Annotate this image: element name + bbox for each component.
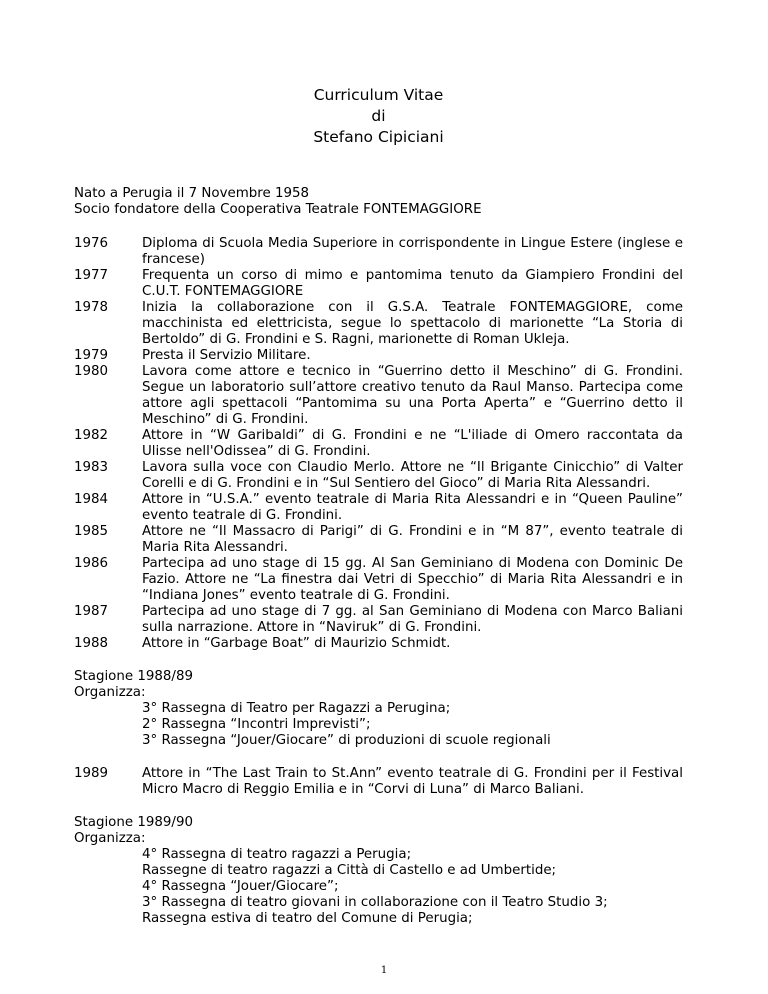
entry-text: Frequenta un corso di mimo e pantomima tenuto da Giampiero Frondini del C.U.T. FONTEMAGGIORE bbox=[142, 268, 683, 299]
entry-year: 1982 bbox=[74, 428, 109, 443]
timeline-entry bbox=[74, 428, 683, 460]
timeline-entry bbox=[74, 556, 683, 604]
season-item: 3° Rassegna di Teatro per Ragazzi a Perugina; bbox=[142, 701, 451, 716]
birth-info: Nato a Perugia il 7 Novembre 1958 bbox=[74, 186, 310, 201]
entry-year: 1986 bbox=[74, 556, 109, 571]
season-label: Stagione 1989/90 bbox=[74, 815, 193, 830]
spacer bbox=[74, 749, 683, 766]
timeline-entry bbox=[74, 492, 683, 524]
season-item: 4° Rassegna di teatro ragazzi a Perugia; bbox=[142, 847, 412, 862]
entry-year: 1985 bbox=[74, 524, 109, 539]
timeline-entry bbox=[74, 460, 683, 492]
entry-text: Attore in “U.S.A.” evento teatrale di Maria Rita Alessandri e in “Queen Pauline” evento teatrale di G. Frondini. bbox=[142, 492, 683, 523]
timeline-entry bbox=[74, 348, 683, 364]
entry-text: Attore ne “Il Massacro di Parigi” di G. Frondini e in “M 87”, evento teatrale di Maria Rita Alessandri. bbox=[142, 524, 683, 555]
timeline-entry bbox=[74, 300, 683, 348]
season-item: 2° Rassegna “Incontri Imprevisti”; bbox=[142, 717, 371, 732]
entry-year: 1988 bbox=[74, 636, 109, 651]
season-list bbox=[74, 847, 683, 927]
organizza-label: Organizza: bbox=[74, 831, 146, 846]
timeline-entry bbox=[74, 364, 683, 428]
entry-text: Attore in “W Garibaldi” di G. Frondini e ne “L'iliade di Omero raccontata da Ulisse nell'Odissea” di G. Frondini. bbox=[142, 428, 683, 459]
title-line-3: Stefano Cipiciani bbox=[313, 128, 444, 146]
organizza-label: Organizza: bbox=[74, 685, 146, 700]
entry-text: Lavora sulla voce con Claudio Merlo. Attore ne “Il Brigante Cinicchio” di Valter Corelli e di G. Frondini e in “Sul Sentiero del Gioco” di Maria Rita Alessandri. bbox=[142, 460, 683, 491]
season-item: 3° Rassegna di teatro giovani in collaborazione con il Teatro Studio 3; bbox=[142, 895, 608, 910]
page-number: 1 bbox=[380, 965, 388, 976]
entry-text: Attore in “The Last Train to St.Ann” evento teatrale di G. Frondini per il Festival Micro Macro di Reggio Emilia e in “Corvi di Luna” di Marco Baliani. bbox=[142, 766, 683, 797]
entry-text: Diploma di Scuola Media Superiore in corrispondente in Lingue Estere (inglese e francese) bbox=[142, 236, 683, 267]
entry-year: 1984 bbox=[74, 492, 109, 507]
timeline bbox=[74, 236, 683, 652]
intro-section bbox=[74, 186, 683, 218]
entry-year: 1983 bbox=[74, 460, 109, 475]
entry-year: 1976 bbox=[74, 236, 109, 251]
timeline-entry bbox=[74, 636, 683, 652]
entry-text: Partecipa ad uno stage di 15 gg. Al San Geminiano di Modena con Dominic De Fazio. Attore ne “La finestra dai Vetri di Specchio” di Maria Rita Alessandri e in “Indiana Jones” evento teatrale di G. Frondini. bbox=[142, 556, 683, 603]
entry-text: Inizia la collaborazione con il G.S.A. Teatrale FONTEMAGGIORE, come macchinista ed elettricista, segue lo spettacolo di marionette “La Storia di Bertoldo” di G. Frondini e S. Ragni, marionette di Roman Ukleja. bbox=[142, 300, 683, 347]
season-1988-89 bbox=[74, 669, 683, 749]
entry-year: 1979 bbox=[74, 348, 109, 363]
entry-year: 1989 bbox=[74, 766, 109, 781]
season-label: Stagione 1988/89 bbox=[74, 669, 193, 684]
entry-year: 1980 bbox=[74, 364, 109, 379]
entry-text: Partecipa ad uno stage di 7 gg. al San Geminiano di Modena con Marco Baliani sulla narrazione. Attore in “Naviruk” di G. Frondini. bbox=[142, 604, 683, 635]
title-line-1: Curriculum Vitae bbox=[313, 86, 444, 104]
title-line-2: di bbox=[371, 107, 386, 125]
timeline-entry bbox=[74, 236, 683, 268]
season-1989-90 bbox=[74, 815, 683, 927]
season-item: Rassegne di teatro ragazzi a Città di Castello e ad Umbertide; bbox=[142, 863, 557, 878]
season-item: Rassegna estiva di teatro del Comune di Perugia; bbox=[142, 911, 473, 926]
entry-text: Lavora come attore e tecnico in “Guerrino detto il Meschino” di G. Frondini. Segue un laboratorio sull’attore creativo tenuto da Raul Manso. Partecipa come attore agli spettacoli “Pantomima su una Porta Aperta” e “Guerrino detto il Meschino” di G. Frondini. bbox=[142, 364, 683, 427]
entry-text: Presta il Servizio Militare. bbox=[142, 348, 311, 363]
timeline-entry bbox=[74, 604, 683, 636]
season-item: 3° Rassegna “Jouer/Giocare” di produzioni di scuole regionali bbox=[142, 733, 551, 748]
timeline-entry-1989 bbox=[74, 766, 683, 798]
entry-text: Attore in “Garbage Boat” di Maurizio Schmidt. bbox=[142, 636, 451, 651]
timeline-entry bbox=[74, 524, 683, 556]
season-item: 4° Rassegna “Jouer/Giocare”; bbox=[142, 879, 339, 894]
entry-year: 1977 bbox=[74, 268, 109, 283]
entry-year: 1987 bbox=[74, 604, 109, 619]
entry-year: 1978 bbox=[74, 300, 109, 315]
founder-info: Socio fondatore della Cooperativa Teatrale FONTEMAGGIORE bbox=[74, 202, 482, 217]
document-title bbox=[74, 85, 683, 148]
timeline-entry bbox=[74, 268, 683, 300]
season-list bbox=[74, 701, 683, 749]
